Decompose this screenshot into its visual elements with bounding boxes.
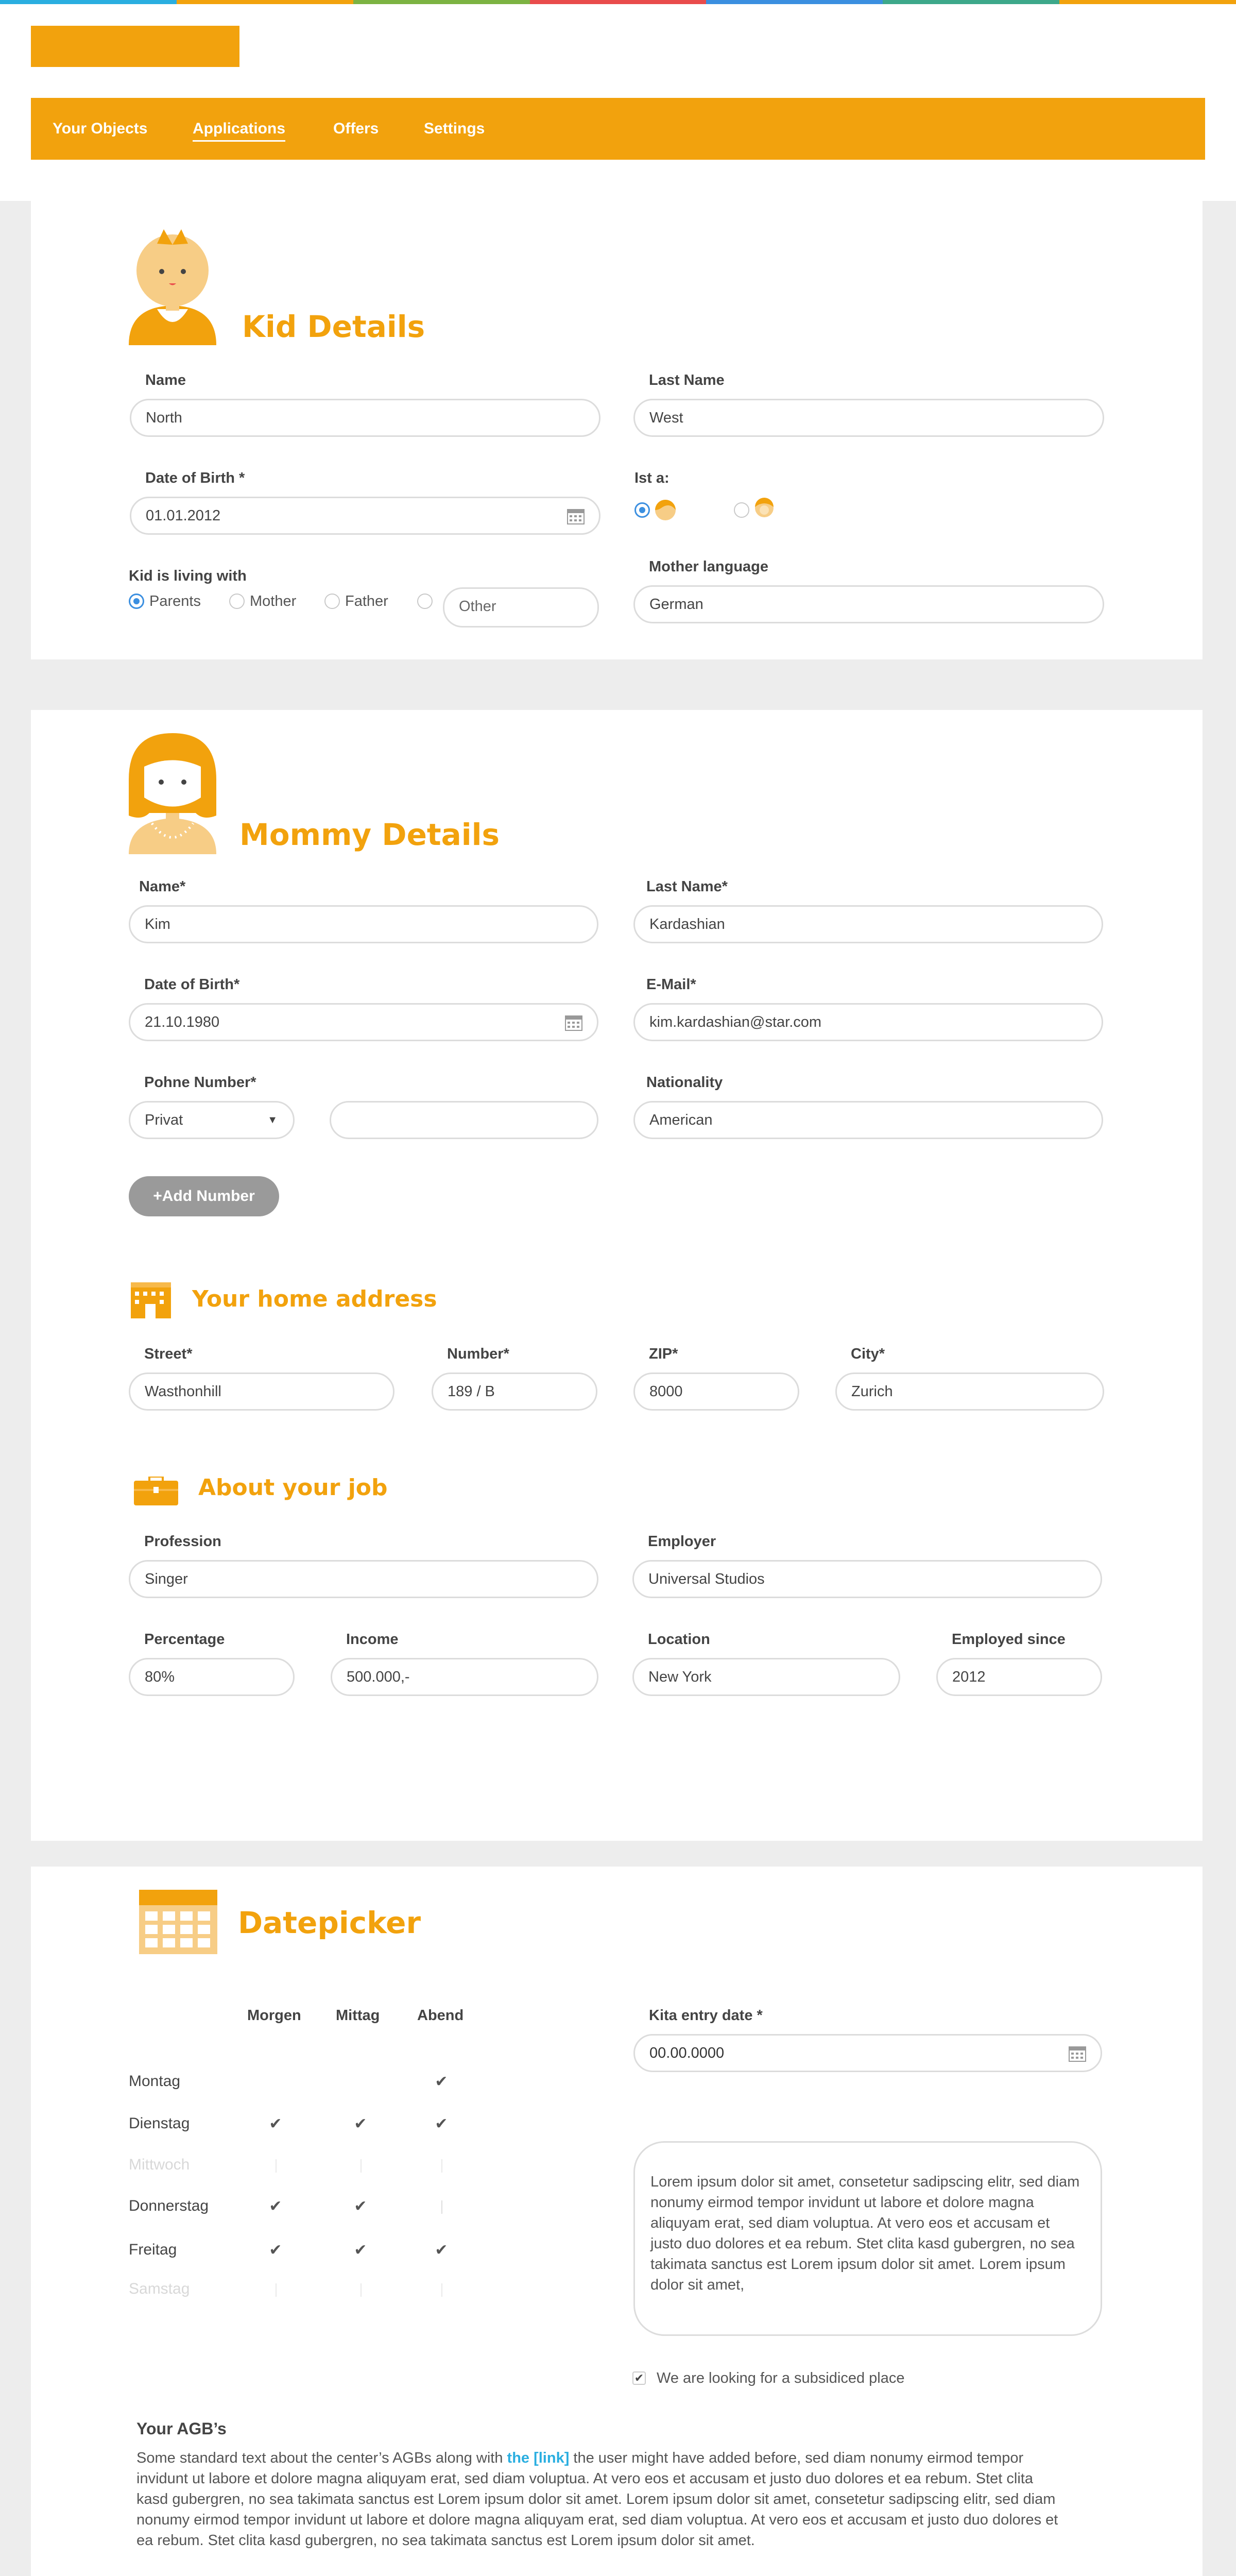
schedule-check-icon[interactable]: ✔ bbox=[354, 2242, 367, 2259]
schedule-check-icon[interactable]: ✔ bbox=[354, 2115, 367, 2132]
house-icon bbox=[130, 1279, 172, 1318]
strip-segment bbox=[353, 0, 530, 4]
kid-avatar-icon bbox=[124, 224, 221, 345]
city-label: City* bbox=[851, 1346, 885, 1362]
day-label: Donnerstag bbox=[129, 2197, 209, 2214]
kid-dob-field[interactable]: 01.01.2012 bbox=[130, 497, 600, 535]
schedule-empty-slot[interactable] bbox=[360, 2159, 362, 2173]
percentage-label: Percentage bbox=[144, 1631, 225, 1648]
living-mother-radio[interactable] bbox=[229, 594, 245, 609]
kid-name-label: Name bbox=[145, 372, 186, 388]
notes-textarea[interactable]: Lorem ipsum dolor sit amet, consetetur sadipscing elitr, sed diam nonumy eirmod tempor invidunt ut labore et dolore magna aliquyam erat, sed diam voluptua. At vero eos et accusam et justo duo dolores et ea rebum. Stet clita kasd gubergren, no sea takimata sanctus est Lorem ipsum dolor sit amet. Lorem ipsum dolor sit amet, bbox=[633, 2141, 1102, 2336]
mommy-dob-field[interactable]: 21.10.1980 bbox=[129, 1003, 598, 1041]
calendar-icon[interactable] bbox=[1069, 2045, 1086, 2062]
mommy-lastname-label: Last Name* bbox=[646, 878, 728, 895]
datepicker-card bbox=[31, 1867, 1203, 2576]
strip-segment bbox=[706, 0, 883, 4]
zip-field[interactable]: 8000 bbox=[633, 1372, 799, 1411]
day-label: Samstag bbox=[129, 2280, 190, 2297]
employed-since-field[interactable]: 2012 bbox=[936, 1658, 1102, 1696]
day-label: Dienstag bbox=[129, 2115, 190, 2132]
schedule-empty-slot[interactable] bbox=[360, 2283, 362, 2297]
mommy-name-label: Name* bbox=[139, 878, 186, 895]
schedule-empty-slot[interactable] bbox=[276, 2283, 277, 2297]
girl-face-icon bbox=[654, 499, 677, 521]
gender-girl-radio[interactable] bbox=[634, 502, 650, 518]
subsidiced-label: We are looking for a subsidiced place bbox=[657, 2370, 905, 2386]
kid-details-title: Kid Details bbox=[242, 309, 425, 344]
mommy-name-field[interactable]: Kim bbox=[129, 905, 598, 943]
mommy-details-card bbox=[31, 710, 1203, 1841]
mommy-email-label: E-Mail* bbox=[646, 976, 696, 993]
mother-language-field[interactable]: German bbox=[633, 585, 1104, 623]
schedule-check-icon[interactable]: ✔ bbox=[435, 2115, 448, 2132]
zip-label: ZIP* bbox=[649, 1346, 678, 1362]
profession-field[interactable]: Singer bbox=[129, 1560, 598, 1598]
profession-label: Profession bbox=[144, 1533, 221, 1550]
percentage-field[interactable]: 80% bbox=[129, 1658, 295, 1696]
strip-segment bbox=[177, 0, 353, 4]
schedule-empty-slot[interactable] bbox=[276, 2159, 277, 2173]
day-label: Mittwoch bbox=[129, 2156, 190, 2173]
gender-boy-radio[interactable] bbox=[734, 502, 749, 518]
kita-entry-field[interactable]: 00.00.0000 bbox=[633, 2034, 1102, 2072]
agb-inline-link[interactable]: the [link] bbox=[507, 2450, 570, 2466]
schedule-check-icon[interactable]: ✔ bbox=[435, 2242, 448, 2259]
living-with-label: Kid is living with bbox=[129, 568, 247, 584]
living-other-radio[interactable] bbox=[417, 594, 433, 609]
add-number-button[interactable]: +Add Number bbox=[129, 1176, 279, 1216]
column-abend: Abend bbox=[417, 2007, 464, 2024]
calendar-icon[interactable] bbox=[565, 1014, 582, 1031]
phone-label: Pohne Number* bbox=[144, 1074, 256, 1091]
kid-details-card bbox=[31, 201, 1203, 659]
day-label: Montag bbox=[129, 2073, 181, 2090]
street-label: Street* bbox=[144, 1346, 193, 1362]
nav-your-objects[interactable]: Your Objects bbox=[53, 120, 148, 137]
kita-entry-label: Kita entry date * bbox=[649, 2007, 763, 2024]
phone-number-field[interactable] bbox=[330, 1101, 598, 1139]
day-label: Freitag bbox=[129, 2241, 177, 2258]
schedule-empty-slot[interactable] bbox=[441, 2159, 442, 2173]
schedule-check-icon[interactable]: ✔ bbox=[435, 2073, 448, 2090]
schedule-empty-slot[interactable] bbox=[441, 2200, 442, 2214]
mommy-dob-label: Date of Birth* bbox=[144, 976, 240, 993]
street-field[interactable]: Wasthonhill bbox=[129, 1372, 394, 1411]
nav-settings[interactable]: Settings bbox=[424, 120, 485, 137]
living-mother-text: Mother bbox=[250, 593, 297, 609]
chevron-down-icon: ▼ bbox=[267, 1114, 278, 1126]
strip-segment bbox=[530, 0, 707, 4]
column-mittag: Mittag bbox=[336, 2007, 380, 2024]
subsidiced-checkbox[interactable]: ✔ bbox=[632, 2371, 646, 2385]
phone-type-select[interactable]: Privat ▼ bbox=[129, 1101, 295, 1139]
income-label: Income bbox=[346, 1631, 399, 1648]
location-field[interactable]: New York bbox=[632, 1658, 900, 1696]
agb-text bbox=[136, 2448, 1063, 2551]
living-father-radio[interactable] bbox=[324, 594, 340, 609]
agb-text-end: the user might have added before, sed diam nonumy eirmod tempor invidunt ut labore et dolore magna aliquyam erat, sed diam voluptua. At vero eos et accusam et justo duo dolores et ea rebum. Stet clita kasd gubergren, no sea takimata sanctus est Lorem ipsum dolor sit amet. Lorem ipsum dolor sit amet, consetetur sadipscing elitr, sed diam nonumy eirmod tempor invidunt ut labore et dolore magna aliquyam erat, sed diam voluptua. At vero eos et accusam et justo duo dolores et ea rebum. Stet clita kasd gubergren, no sea takimata sanctus est Lorem ipsum dolor sit amet. bbox=[136, 2450, 1058, 2549]
boy-face-icon bbox=[753, 496, 776, 518]
house-number-field[interactable]: 189 / B bbox=[432, 1372, 597, 1411]
kid-gender-label: Ist a: bbox=[634, 470, 670, 486]
schedule-check-icon[interactable]: ✔ bbox=[269, 2115, 282, 2132]
agb-text-start: Some standard text about the center’s AGBs along with bbox=[136, 2450, 507, 2466]
mommy-lastname-field[interactable]: Kardashian bbox=[633, 905, 1103, 943]
living-parents-text: Parents bbox=[149, 593, 201, 609]
calendar-icon bbox=[139, 1890, 217, 1954]
city-field[interactable]: Zurich bbox=[835, 1372, 1104, 1411]
agb-title: Your AGB’s bbox=[136, 2419, 227, 2438]
mommy-details-title: Mommy Details bbox=[239, 817, 500, 852]
living-parents-radio[interactable] bbox=[129, 594, 144, 609]
nav-offers[interactable]: Offers bbox=[333, 120, 379, 137]
nationality-field[interactable]: American bbox=[633, 1101, 1103, 1139]
employer-label: Employer bbox=[648, 1533, 716, 1550]
strip-segment bbox=[0, 0, 177, 4]
schedule-check-icon[interactable]: ✔ bbox=[269, 2242, 282, 2259]
calendar-icon[interactable] bbox=[567, 508, 585, 524]
logo[interactable] bbox=[31, 26, 239, 67]
column-morgen: Morgen bbox=[247, 2007, 301, 2024]
location-label: Location bbox=[648, 1631, 710, 1648]
datepicker-title: Datepicker bbox=[238, 1905, 421, 1940]
strip-segment bbox=[883, 0, 1059, 4]
nationality-label: Nationality bbox=[646, 1074, 723, 1091]
house-number-label: Number* bbox=[447, 1346, 509, 1362]
main-nav bbox=[31, 98, 1205, 160]
nav-applications[interactable]: Applications bbox=[193, 98, 285, 160]
employed-since-label: Employed since bbox=[952, 1631, 1066, 1648]
living-other-field[interactable]: Other bbox=[443, 587, 599, 628]
schedule-empty-slot[interactable] bbox=[441, 2283, 442, 2297]
employer-field[interactable]: Universal Studios bbox=[632, 1560, 1102, 1598]
living-father-text: Father bbox=[345, 593, 388, 609]
strip-segment bbox=[1059, 0, 1236, 4]
home-address-title: Your home address bbox=[192, 1286, 437, 1312]
schedule-check-icon[interactable]: ✔ bbox=[269, 2198, 282, 2215]
income-field[interactable]: 500.000,- bbox=[331, 1658, 598, 1696]
kid-name-field[interactable]: North bbox=[130, 399, 600, 437]
kid-lastname-field[interactable]: West bbox=[633, 399, 1104, 437]
briefcase-icon bbox=[134, 1477, 178, 1505]
schedule-check-icon[interactable]: ✔ bbox=[354, 2198, 367, 2215]
mommy-avatar-icon bbox=[126, 731, 219, 854]
about-job-title: About your job bbox=[198, 1475, 388, 1501]
mommy-email-field[interactable]: kim.kardashian@star.com bbox=[633, 1003, 1103, 1041]
kid-dob-label: Date of Birth * bbox=[145, 470, 245, 486]
kid-lastname-label: Last Name bbox=[649, 372, 725, 388]
mother-language-label: Mother language bbox=[649, 558, 769, 575]
top-color-strip bbox=[0, 0, 1236, 4]
